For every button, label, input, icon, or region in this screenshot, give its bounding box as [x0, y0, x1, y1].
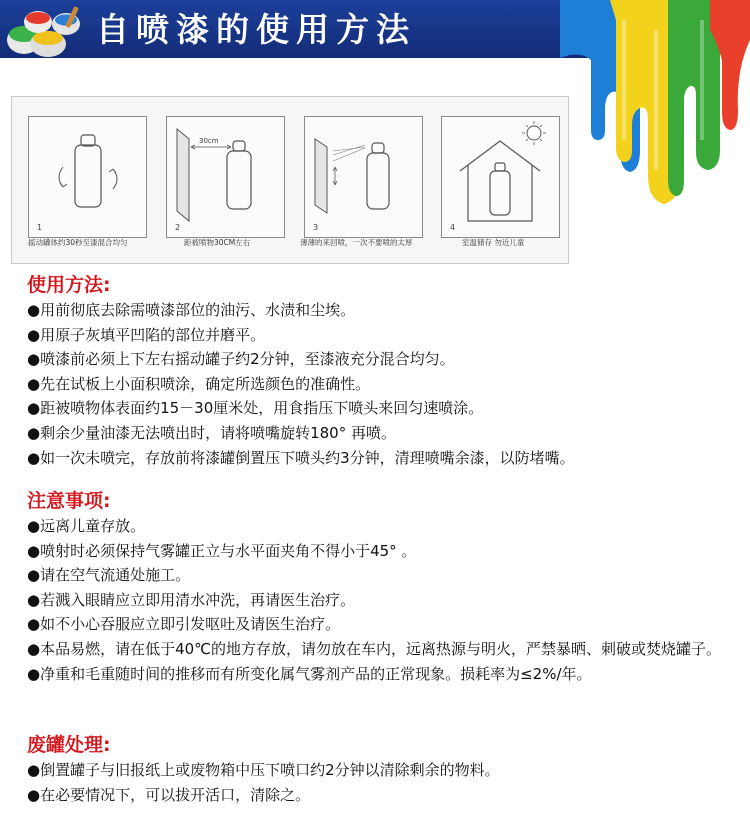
step-4-panel	[441, 116, 560, 238]
paint-cans-icon	[4, 4, 90, 58]
usage-illustration	[11, 96, 569, 264]
list-item: ●距被喷物体表面约15－30厘米处，用食指压下喷头来回匀速喷涂。	[27, 399, 484, 418]
list-item: ●用原子灰填平凹陷的部位并磨平。	[27, 325, 266, 344]
notes-section	[27, 488, 742, 686]
step-2-panel	[166, 116, 285, 238]
usage-section	[27, 272, 575, 470]
page-title: 自喷漆的使用方法	[96, 10, 416, 49]
list-item: ●喷射时必须保持气雾罐正立与水平面夹角不得小于45° 。	[27, 541, 417, 560]
list-item: ●净重和毛重随时间的推移而有所变化属气雾剂产品的正常现象。损耗率为≤2%/年。	[27, 664, 592, 683]
paint-drips-decoration	[560, 0, 750, 215]
shake-can-icon	[29, 117, 146, 237]
thin-spray-icon	[305, 117, 422, 237]
step-number: 1	[37, 223, 43, 232]
step-1-caption: 摇动罐体约30秒至漆混合均匀	[28, 238, 128, 247]
list-item: ●如一次未喷完，存放前将漆罐倒置压下喷头约3分钟，清理喷嘴余漆，以防堵嘴。	[27, 448, 575, 467]
list-item: ●先在试板上小面积喷涂，确定所选颜色的准确性。	[27, 374, 371, 393]
disposal-title: 废罐处理:	[27, 734, 111, 756]
list-item: ●剩余少量油漆无法喷出时，请将喷嘴旋转180° 再喷。	[27, 423, 396, 442]
step-3-panel	[304, 116, 423, 238]
step-3-caption: 薄薄的来回喷，一次不要喷的太厚	[300, 238, 413, 247]
spray-distance-icon	[167, 117, 284, 237]
list-item: ●请在空气流通处施工。	[27, 566, 191, 585]
step-number: 4	[450, 223, 456, 232]
list-item: ●在必要情况下，可以拔开活口，清除之。	[27, 785, 311, 804]
list-item: ●用前彻底去除需喷漆部位的油污、水渍和尘埃。	[27, 301, 356, 319]
list-item: ●若溅入眼睛应立即用清水冲洗，再请医生治疗。	[27, 590, 356, 609]
step-1-panel	[28, 116, 147, 238]
usage-title: 使用方法:	[27, 274, 111, 296]
list-item: ●倒置罐子与旧报纸上或废物箱中压下喷口约2分钟以清除剩余的物料。	[27, 761, 500, 779]
list-item: ●如不小心吞服应立即引发呕吐及请医生治疗。	[27, 615, 341, 634]
step-number: 3	[313, 223, 319, 232]
step-4-caption: 室温储存 勿近儿童	[462, 238, 525, 247]
distance-label: 30cm	[199, 137, 219, 145]
storage-house-icon	[442, 117, 559, 237]
notes-title: 注意事项:	[27, 490, 111, 512]
page-header	[0, 0, 750, 62]
list-item: ●本品易燃，请在低于40℃的地方存放，请勿放在车内，远离热源与明火，严禁暴晒、刺破或焚烧罐子。	[27, 639, 722, 658]
step-2-caption: 距被喷物30CM左右	[184, 238, 251, 247]
list-item: ●喷漆前必须上下左右摇动罐子约2分钟，至漆液充分混合均匀。	[27, 350, 455, 369]
sun-icon	[522, 121, 546, 145]
step-number: 2	[175, 223, 181, 232]
list-item: ●远离儿童存放。	[27, 517, 146, 535]
disposal-section	[27, 732, 500, 807]
